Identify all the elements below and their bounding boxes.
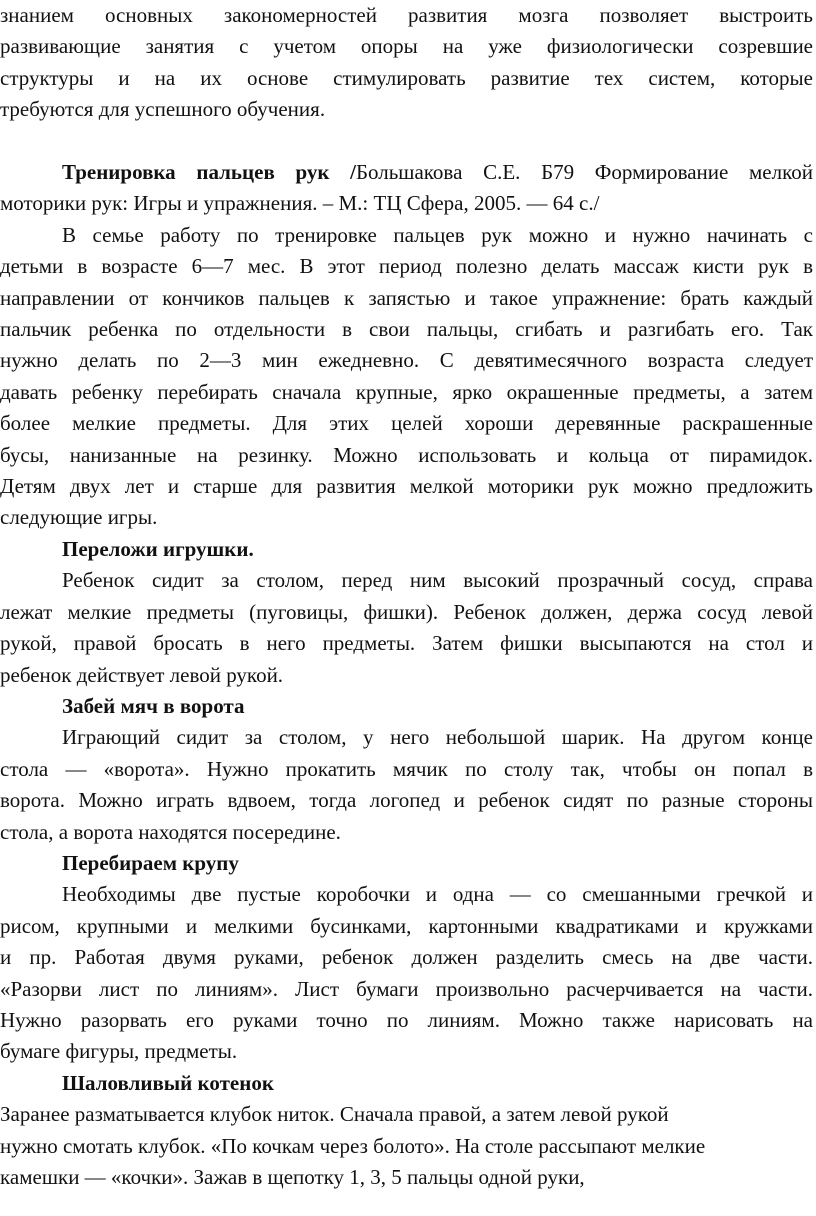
section-heading: Шаловливый котенок bbox=[62, 1070, 274, 1095]
text-line: более мелкие предметы. Для этих целей хороши деревянные раскрашенные bbox=[0, 411, 813, 436]
text-line: требуются для успешного обучения. bbox=[0, 97, 326, 122]
section-shalovlivy-kotenok bbox=[0, 1068, 813, 1194]
citation-title: Тренировка пальцев рук / bbox=[62, 160, 356, 185]
text-line: направлении от кончиков пальцев к запястью и такое упражнение: брать каждый bbox=[0, 285, 813, 310]
text-line: Необходимы две пустые коробочки и одна — со смешанными гречкой и bbox=[62, 882, 813, 907]
text-line: «Разорви лист по линиям». Лист бумаги произвольно расчерчивается на части. bbox=[0, 976, 813, 1001]
text-line: структуры и на их основе стимулировать развитие тех систем, которые bbox=[0, 65, 813, 90]
text-line: нужно смотать клубок. «По кочкам через болото». На столе рассыпают мелкие bbox=[0, 1133, 706, 1158]
text-line: ворота. Можно играть вдвоем, тогда логопед и ребенок сидят по разные стороны bbox=[0, 788, 813, 813]
section-zabei-myach bbox=[0, 691, 813, 848]
section-heading: Забей мяч в ворота bbox=[62, 693, 245, 718]
text-line: лежат мелкие предметы (пуговицы, фишки). Ребенок должен, держа сосуд левой bbox=[0, 599, 813, 624]
text-line: бумаге фигуры, предметы. bbox=[0, 1039, 238, 1064]
section-perebiraem-krupu bbox=[0, 848, 813, 1068]
text-line: стола, а ворота находятся посередине. bbox=[0, 819, 341, 844]
text-line: ребенок действует левой рукой. bbox=[0, 662, 284, 687]
text-line: и пр. Работая двумя руками, ребенок должен разделить смесь на две части. bbox=[0, 945, 813, 970]
citation-paragraph bbox=[0, 157, 813, 220]
section-perelozhi-igrushki bbox=[0, 534, 813, 691]
text-line: рисом, крупными и мелкими бусинками, картонными квадратиками и кружками bbox=[0, 913, 813, 938]
body-paragraph bbox=[0, 220, 813, 534]
section-heading: Переложи игрушки. bbox=[62, 536, 254, 561]
text-line: нужно делать по 2—3 мин ежедневно. С девятимесячного возраста следует bbox=[0, 348, 813, 373]
text-line: стола — «ворота». Нужно прокатить мячик по столу так, чтобы он попал в bbox=[0, 756, 813, 781]
text-line: Ребенок сидит за столом, перед ним высокий прозрачный сосуд, справа bbox=[62, 568, 813, 593]
section-heading: Перебираем крупу bbox=[62, 850, 239, 875]
text-line: рукой, правой бросать в него предметы. Затем фишки высыпаются на стол и bbox=[0, 631, 813, 656]
blank-line bbox=[0, 126, 813, 157]
text-line: Детям двух лет и старше для развития мелкой моторики рук можно предложить bbox=[0, 474, 813, 499]
text-line: бусы, нанизанные на резинку. Можно использовать и кольца от пирамидок. bbox=[0, 442, 813, 467]
text-line: камешки — «кочки». Зажав в щепотку 1, 3, 5 пальцы одной руки, bbox=[0, 1165, 585, 1190]
text-line: знанием основных закономерностей развития мозга позволяет выстроить bbox=[0, 3, 813, 27]
text-line: В семье работу по тренировке пальцев рук можно и нужно начинать с bbox=[62, 222, 813, 247]
text-line: давать ребенку перебирать сначала крупные, ярко окрашенные предметы, а затем bbox=[0, 379, 813, 404]
citation-source: Большакова С.Е. Б79 Формирование мелкой bbox=[355, 160, 813, 185]
text-line: пальчик ребенка по отдельности в свои пальцы, сгибать и разгибать его. Так bbox=[0, 317, 813, 342]
text-line: Играющий сидит за столом, у него небольшой шарик. На другом конце bbox=[62, 725, 813, 750]
text-line: развивающие занятия с учетом опоры на уже физиологически созревшие bbox=[0, 34, 813, 59]
text-line: следующие игры. bbox=[0, 505, 158, 530]
citation-line: моторики рук: Игры и упражнения. – М.: ТЦ Сфера, 2005. — 64 с./ bbox=[0, 191, 600, 216]
text-line: Заранее разматывается клубок ниток. Сначала правой, а затем левой рукой bbox=[0, 1102, 669, 1127]
intro-paragraph bbox=[0, 0, 813, 126]
text-line: Нужно разорвать его руками точно по линиям. Можно также нарисовать на bbox=[0, 1007, 813, 1032]
text-line: детьми в возрасте 6—7 мес. В этот период полезно делать массаж кисти рук в bbox=[0, 254, 813, 279]
citation-line bbox=[0, 157, 813, 188]
